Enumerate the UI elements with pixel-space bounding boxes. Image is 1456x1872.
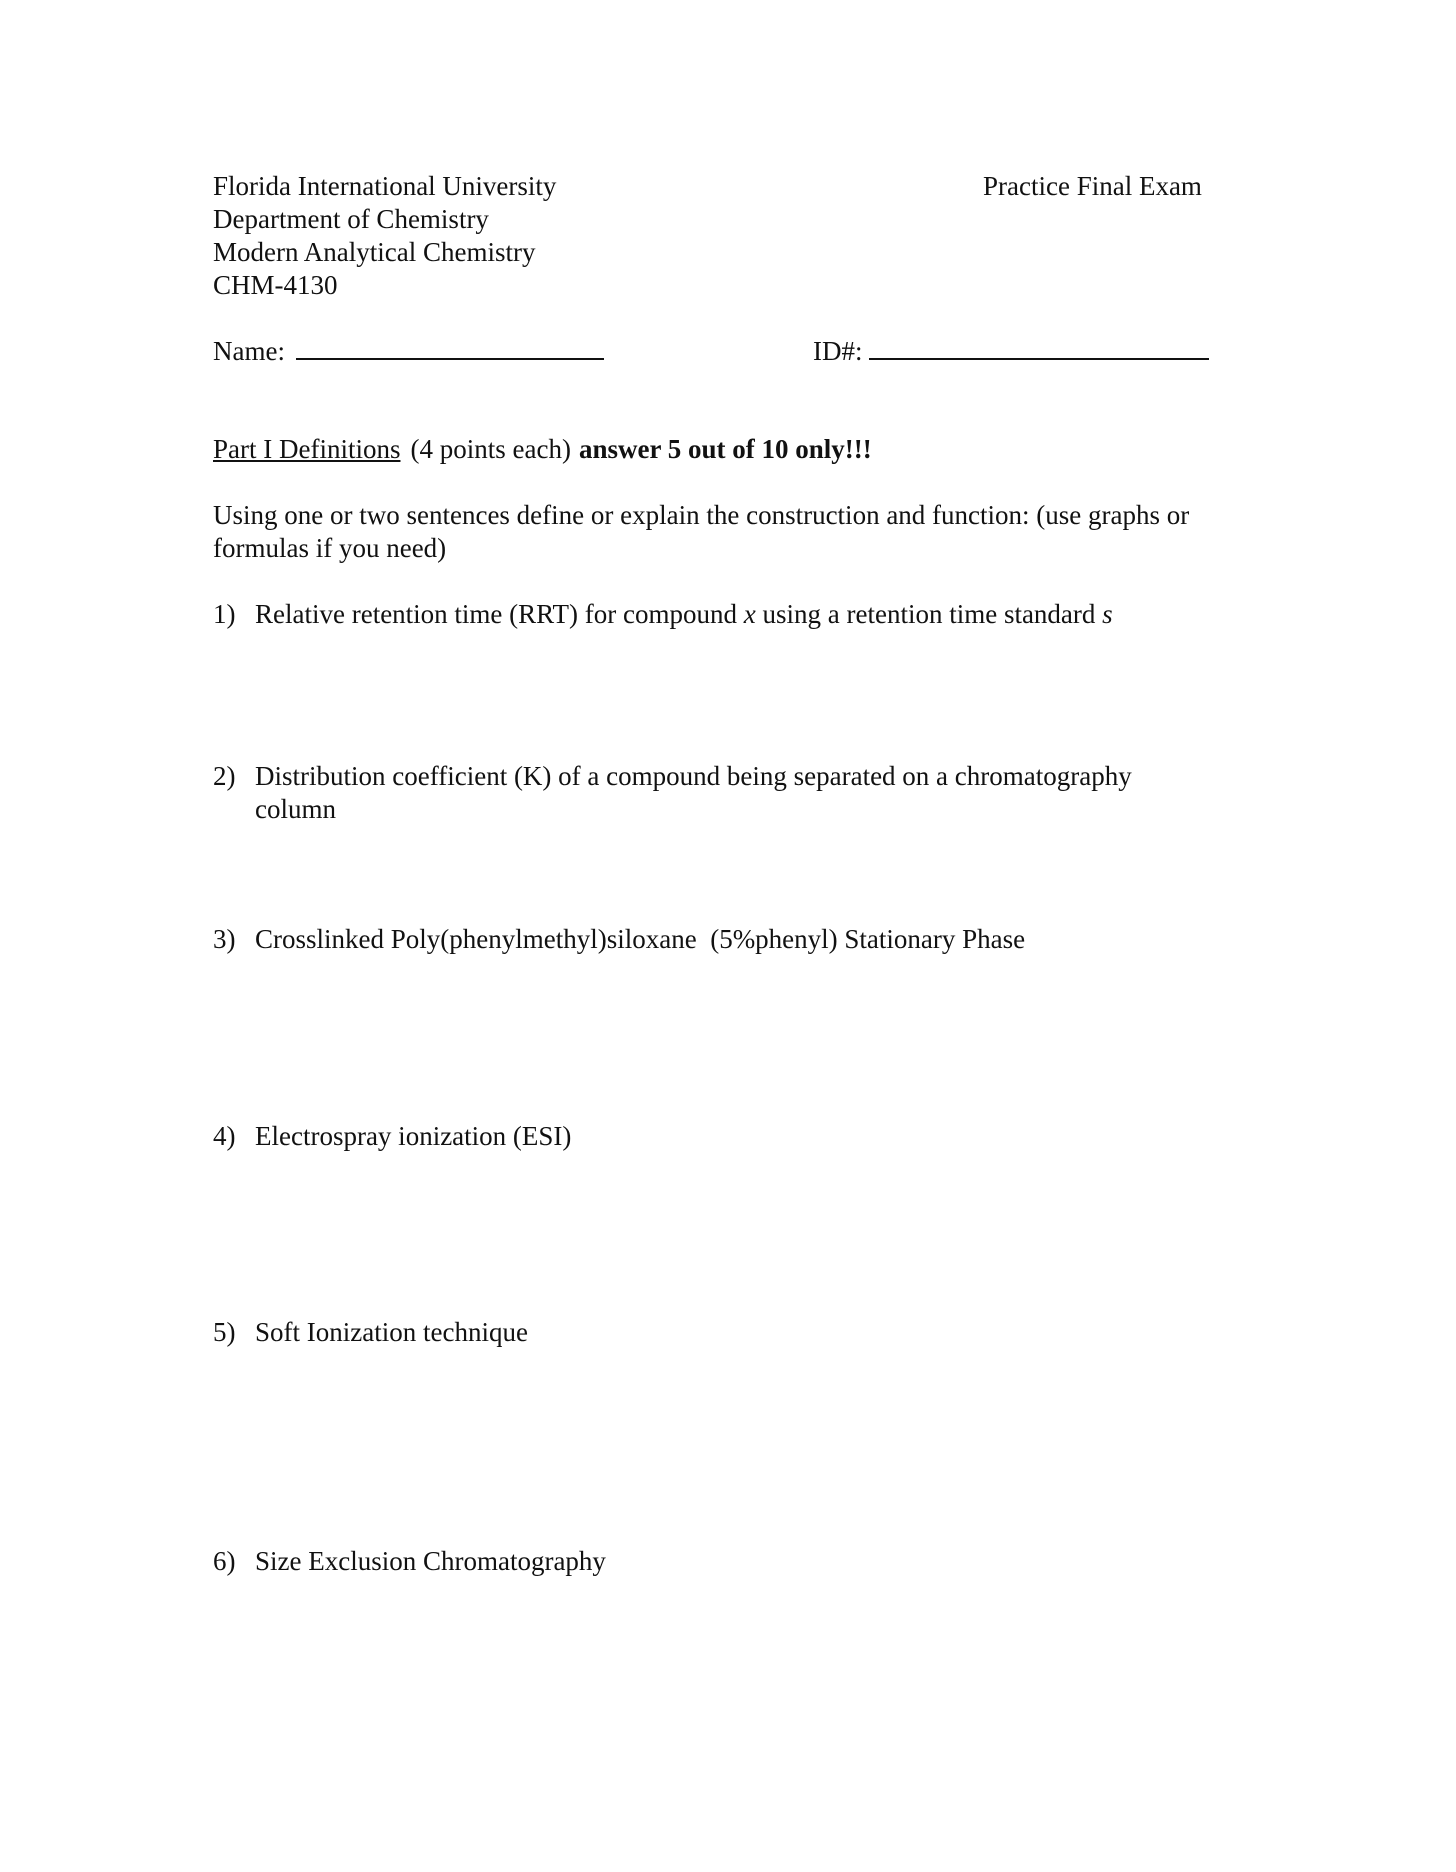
department-name: Department of Chemistry [213, 204, 489, 234]
question-2 [213, 760, 1213, 826]
question-number: 1) [213, 599, 236, 629]
compound-variable: x [743, 599, 756, 629]
question-5 [213, 1316, 1213, 1349]
name-field [213, 335, 604, 368]
question-text: Relative retention time (RRT) for compound x using a retention time standard s [255, 599, 1113, 629]
question-text: Soft Ionization technique [255, 1317, 528, 1347]
question-text: Size Exclusion Chromatography [255, 1546, 606, 1576]
question-number: 6) [213, 1546, 236, 1576]
id-blank-line[interactable] [869, 336, 1209, 360]
question-text: Distribution coefficient (K) of a compound being separated on a chromatography column [255, 761, 1132, 824]
part-title: Part I Definitions [213, 434, 401, 464]
question-number: 5) [213, 1317, 236, 1347]
question-6 [213, 1545, 1213, 1578]
name-blank-line[interactable] [296, 336, 604, 360]
instructions-text: Using one or two sentences define or explain the construction and function: (use graphs or formulas if you need) [213, 500, 1190, 563]
question-text: Crosslinked Poly(phenylmethyl)siloxane (5%phenyl) Stationary Phase [255, 924, 1026, 954]
course-header [213, 170, 556, 302]
id-field [813, 335, 1209, 368]
part-heading [213, 433, 872, 466]
course-code: CHM-4130 [213, 270, 338, 300]
question-1 [213, 598, 1213, 631]
points-note: (4 points each) [410, 434, 571, 464]
question-number: 4) [213, 1121, 236, 1151]
university-name: Florida International University [213, 171, 557, 201]
name-label: Name: [213, 336, 285, 366]
question-3 [213, 923, 1213, 956]
id-label: ID#: [813, 336, 863, 366]
question-number: 2) [213, 761, 236, 791]
answer-instruction: answer 5 out of 10 only!!! [578, 434, 872, 464]
standard-variable: s [1102, 599, 1113, 629]
exam-title: Practice Final Exam [983, 171, 1202, 201]
question-number: 3) [213, 924, 236, 954]
question-text: Electrospray ionization (ESI) [255, 1121, 572, 1151]
question-4 [213, 1120, 1213, 1153]
course-name: Modern Analytical Chemistry [213, 237, 536, 267]
